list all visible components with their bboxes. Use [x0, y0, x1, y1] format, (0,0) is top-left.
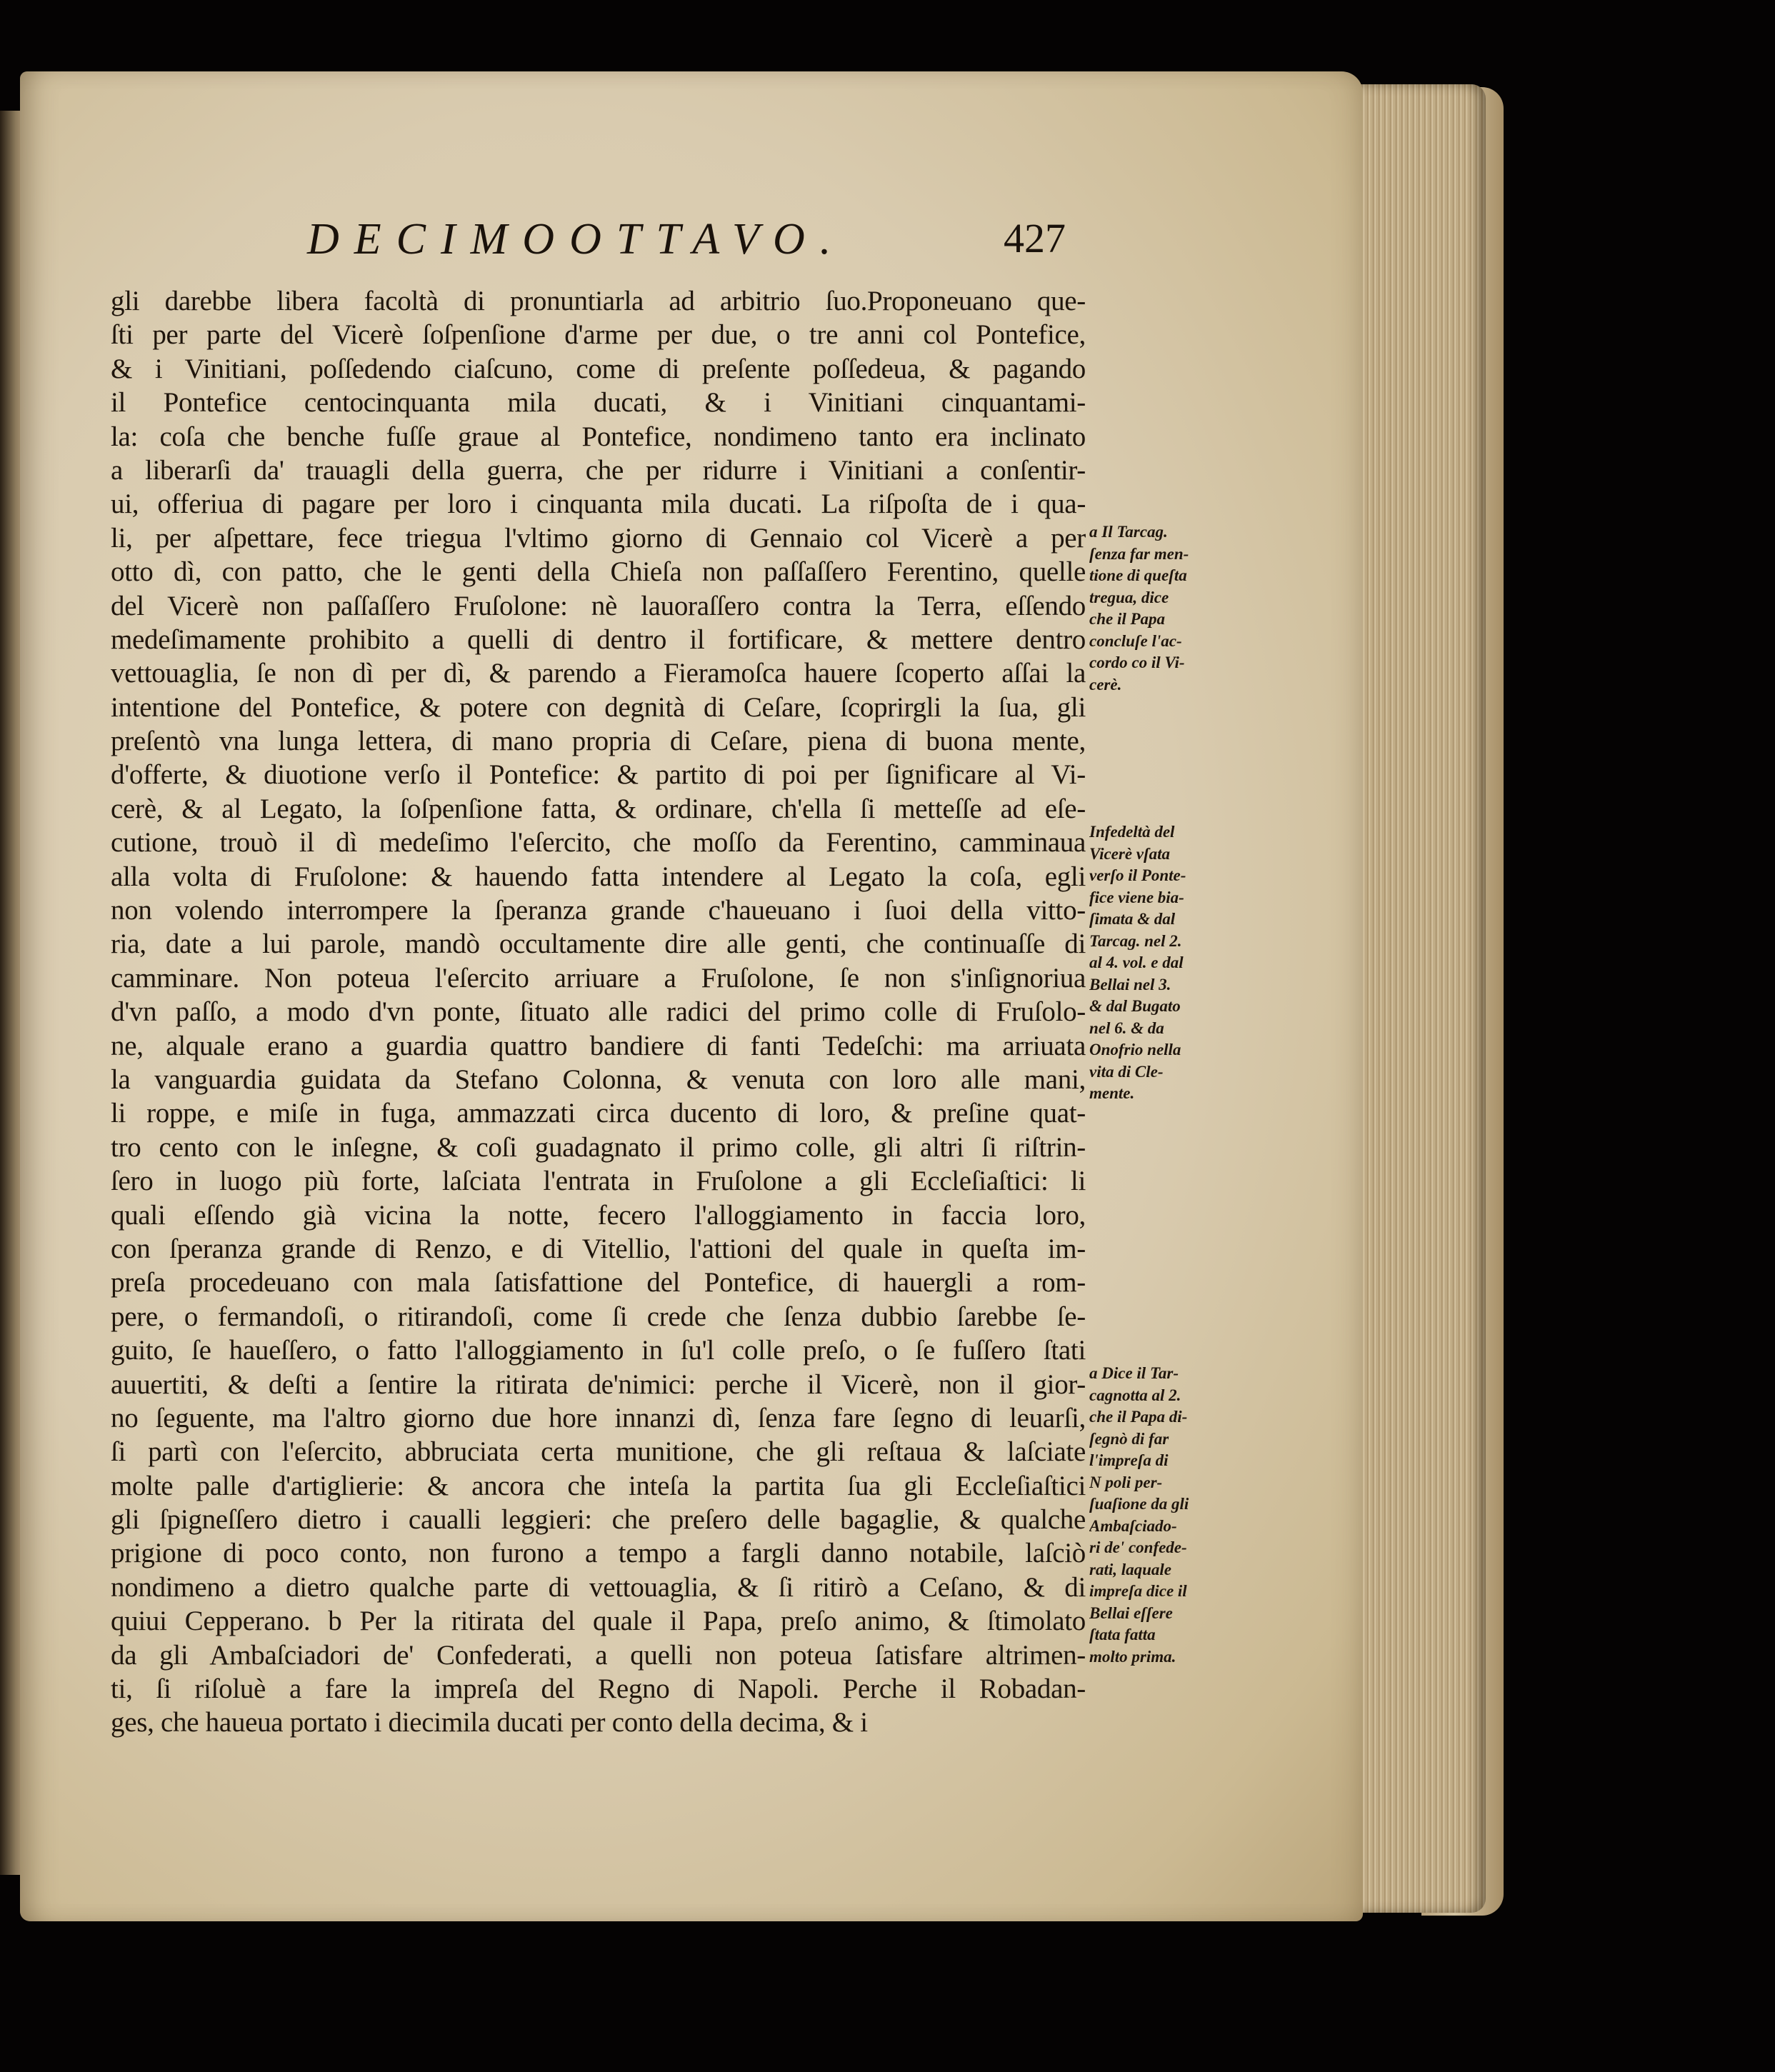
text-line: tro cento con le inſegne, & coſi guadagnato il primo colle, gli altri ſi riſtrin- — [111, 1131, 1086, 1163]
margin-note-line: vita di Cle- — [1089, 1062, 1164, 1081]
text-line: ui, offeriua di pagare per loro i cinquanta mila ducati. La riſpoſta de i qua- — [111, 489, 1086, 520]
margin-note-line: Tarcag. nel 2. — [1089, 931, 1182, 950]
margin-note-line: cerè. — [1089, 675, 1122, 694]
text-line: gli darebbe libera facoltà di pronuntiarla ad arbitrio ſuo.Proponeuano que- — [111, 286, 1086, 316]
text-line: ſti per parte del Vicerè ſoſpenſione d'arme per due, o tre anni col Pontefice, — [111, 319, 1086, 351]
text-line: medeſimamente prohibito a quelli di dentro il fortificare, & mettere dentro — [111, 624, 1086, 655]
page-number: 427 — [1004, 215, 1066, 261]
margin-note-line: a Dice il Tar- — [1089, 1364, 1179, 1382]
margin-note-line: ſenza far men- — [1089, 544, 1189, 563]
margin-note-line: Ambaſciado- — [1089, 1516, 1177, 1535]
text-line: d'vn paſſo, a modo d'vn ponte, ſituato alle radici del primo colle di Fruſolo- — [111, 996, 1086, 1028]
text-line: a liberarſi da' trauagli della guerra, che per ridurre i Vinitiani a conſentir- — [111, 454, 1086, 486]
margin-note-line: al 4. vol. e dal — [1089, 954, 1184, 971]
margin-note-line: concluſe l'ac- — [1089, 631, 1182, 650]
text-line: non volendo interrompere la ſperanza grande c'haueuano i ſuoi della vitto- — [111, 895, 1086, 926]
text-line: otto dì, con patto, che le genti della Chieſa non paſſaſſero Ferentino, quelle — [111, 556, 1086, 588]
text-line: & i Vinitiani, poſſedendo ciaſcuno, come di preſente poſſedeua, & pagando — [111, 353, 1086, 384]
text-line: quiui Cepperano. b Per la ritirata del quale il Papa, preſo animo, & ſtimolato — [111, 1606, 1086, 1637]
margin-note-line: N poli per- — [1089, 1473, 1163, 1491]
text-line: ſero in luogo più forte, laſciata l'entrata in Fruſolone a gli Eccleſiaſtici: li — [111, 1166, 1086, 1197]
text-line: auuertiti, & deſti a ſentire la ritirata de'nimici: perche il Vicerè, non il gior- — [111, 1368, 1086, 1400]
text-line: camminare. Non poteua l'eſercito arriuare a Fruſolone, ſe non s'inſignoriua — [111, 962, 1086, 994]
text-line: ſi partì con l'eſercito, abbruciata certa munitione, che gli reſtaua & laſciate — [111, 1436, 1086, 1468]
margin-note-line: Bellai nel 3. — [1089, 975, 1171, 994]
page-header — [307, 214, 1107, 271]
text-line: il Pontefice centocinquanta mila ducati, & i Vinitiani cinquantami- — [111, 387, 1086, 419]
text-line: quali eſſendo già vicina la notte, fecero l'alloggiamento in faccia loro, — [111, 1199, 1086, 1231]
margin-note-line: Infedeltà del — [1089, 823, 1175, 841]
margin-note-line: Onofrio nella — [1089, 1041, 1181, 1058]
margin-note-line: l'impreſa di — [1089, 1451, 1169, 1469]
text-line: la: coſa che benche fuſſe graue al Pontefice, nondimeno tanto era inclinato — [111, 421, 1086, 452]
text-line: intentione del Pontefice, & potere con degnità di Ceſare, ſcoprirgli la ſua, gli — [111, 691, 1086, 723]
margin-note-line: ſtata fatta — [1089, 1626, 1156, 1643]
text-line: con ſperanza grande di Renzo, e di Vitellio, l'attioni del quale in queſta im- — [111, 1233, 1086, 1264]
margin-note-line: verſo il Ponte- — [1089, 866, 1186, 884]
main-text-block — [111, 284, 1086, 1740]
margin-note-line: a Il Tarcag. — [1089, 523, 1168, 541]
page-block-edges — [1343, 84, 1486, 1913]
margin-note-line: ſimata & dal — [1089, 910, 1176, 928]
margin-note-naples-enterprise — [1089, 1363, 1243, 1668]
margin-note-tarcagnotta-truce — [1089, 521, 1243, 696]
margin-note-line: mente. — [1089, 1084, 1135, 1102]
margin-note-line: Vicerè vſata — [1089, 844, 1171, 863]
margin-note-line: cagnotta al 2. — [1089, 1386, 1181, 1404]
text-line: d'offerte, & diuotione verſo il Pontefice: & partito di poi per ſignificare al Vi- — [111, 759, 1086, 791]
margin-note-viceroy-infidelity — [1089, 821, 1243, 1105]
margin-note-line: fice viene bia- — [1089, 888, 1184, 906]
margin-note-line: ri de' confede- — [1089, 1538, 1187, 1556]
text-line: prigione di poco conto, non furono a tempo a fargli danno notabile, laſciò — [111, 1538, 1086, 1569]
margin-note-line: tregua, dice — [1089, 588, 1169, 606]
text-line: ti, ſi riſoluè a fare la impreſa del Regno di Napoli. Perche il Robadan- — [111, 1673, 1086, 1705]
margin-note-line: cordo co il Vi- — [1089, 654, 1185, 671]
text-line: molte palle d'artiglierie: & ancora che inteſa la partita ſua gli Eccleſiaſtici — [111, 1470, 1086, 1501]
margin-note-line: & dal Bugato — [1089, 997, 1181, 1015]
text-line: guito, ſe haueſſero, o fatto l'alloggiamento in ſu'l colle preſo, o ſe fuſſero ſtati — [111, 1335, 1086, 1366]
text-line: ria, date a lui parole, mandò occultamente dire alle genti, che continuaſſe di — [111, 929, 1086, 960]
text-line: del Vicerè non paſſaſſero Fruſolone: nè lauoraſſero contra la Terra, eſſendo — [111, 590, 1086, 621]
text-line: cerè, & al Legato, la ſoſpenſione fatta, & ordinare, ch'ella ſi metteſſe ad eſe- — [111, 793, 1086, 824]
margin-note-line: ſegnò di far — [1089, 1429, 1169, 1448]
text-line: pere, o fermandoſi, o ritirandoſi, come ſi crede che ſenza dubbio ſarebbe ſe- — [111, 1301, 1086, 1332]
text-line: no ſeguente, ma l'altro giorno due hore innanzi dì, ſenza fare ſegno di leuarſi, — [111, 1402, 1086, 1433]
text-line: li roppe, e miſe in fuga, ammazzati circa ducento di loro, & preſine quat- — [111, 1098, 1086, 1129]
margin-note-line: ſuaſione da gli — [1089, 1495, 1189, 1513]
margin-note-line: che il Papa di- — [1089, 1408, 1188, 1426]
margin-note-line: nel 6. & da — [1089, 1019, 1164, 1037]
margin-note-line: molto prima. — [1089, 1647, 1176, 1666]
text-line: nondimeno a dietro qualche parte di vettouaglia, & ſi ritirò a Ceſano, & di — [111, 1571, 1086, 1603]
text-line: vettouaglia, ſe non dì per dì, & parendo a Fieramoſca hauere ſcoperto aſſai la — [111, 658, 1086, 689]
text-line: gli ſpigneſſero dietro i caualli leggieri: che preſero delle bagaglie, & qualche — [111, 1504, 1086, 1536]
text-line: li, per aſpettare, fece triegua l'vltimo giorno di Gennaio col Vicerè a per — [111, 522, 1086, 554]
text-line: preſa procedeuano con mala ſatisfattione del Pontefice, di hauergli a rom- — [111, 1267, 1086, 1298]
text-line: la vanguardia guidata da Stefano Colonna, & venuta con loro alle mani, — [111, 1063, 1086, 1095]
margin-note-line: che il Papa — [1089, 610, 1166, 628]
text-line: preſentò vna lunga lettera, di mano propria di Ceſare, piena di buona mente, — [111, 726, 1086, 757]
margin-note-line: tione di queſta — [1089, 566, 1187, 584]
text-line: da gli Ambaſciadori de' Confederati, a quelli non poteua ſatisfare altrimen- — [111, 1639, 1086, 1671]
text-line: cutione, trouò il dì medeſimo l'eſercito, che moſſo da Ferentino, camminaua — [111, 827, 1086, 859]
text-line: ne, alquale erano a guardia quattro bandiere di fanti Tedeſchi: ma arriuata — [111, 1030, 1086, 1061]
margin-note-line: Bellai eſſere — [1089, 1603, 1173, 1622]
text-line: alla volta di Fruſolone: & hauendo fatta intendere al Legato la coſa, egli — [111, 861, 1086, 892]
text-line: ges, che haueua portato i diecimila ducati per conto della decima, & i — [111, 1707, 868, 1738]
running-title: DECIMOOTTAVO. — [307, 215, 846, 264]
margin-note-line: rati, laquale — [1089, 1560, 1172, 1578]
margin-note-line: impreſa dice il — [1089, 1582, 1187, 1600]
